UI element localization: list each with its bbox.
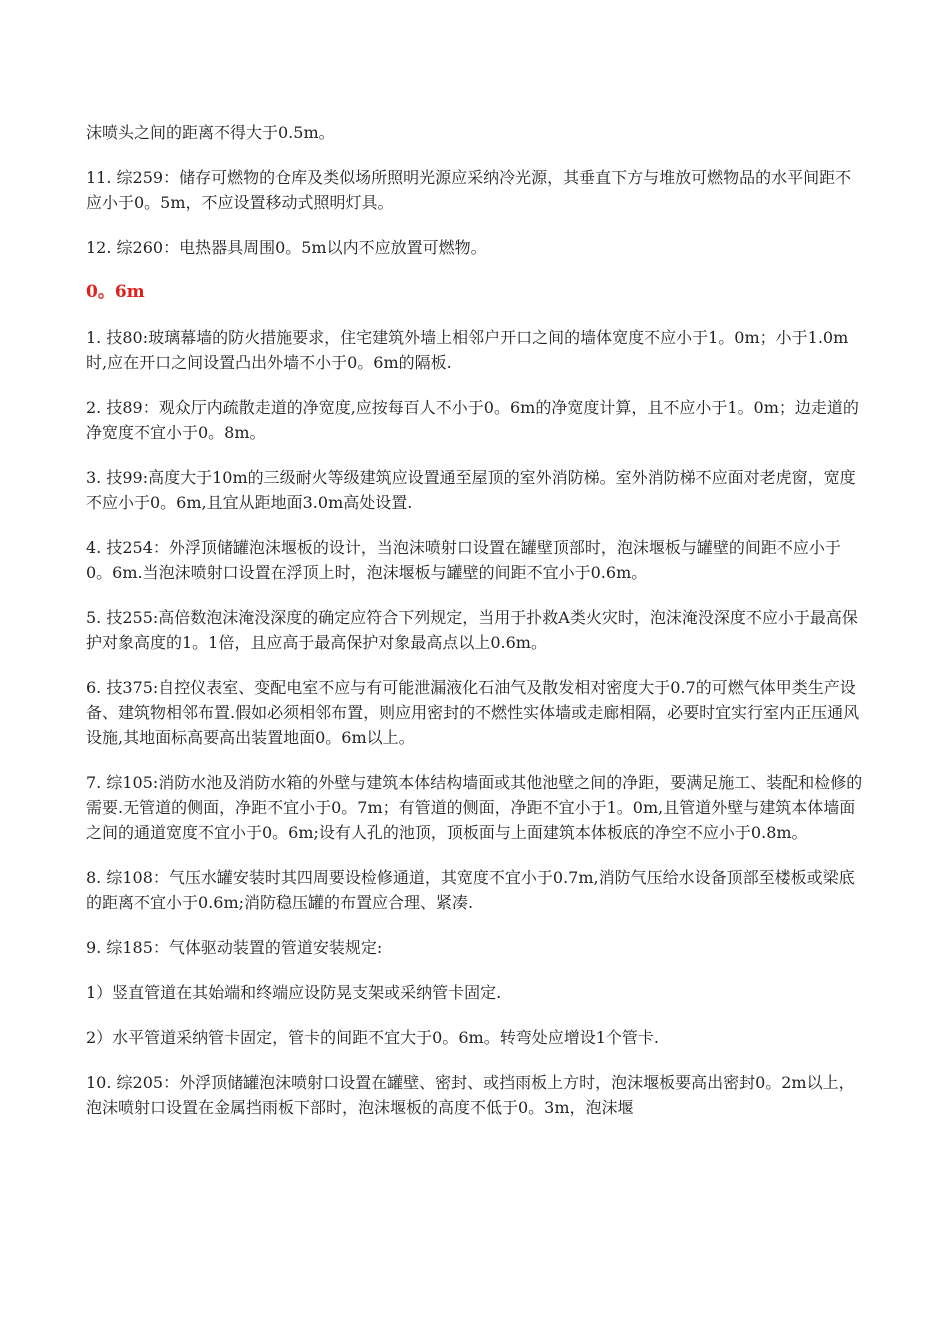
paragraph: 4. 技254：外浮顶储罐泡沫堰板的设计，当泡沫喷射口设置在罐壁顶部时，泡沫堰板与罐壁的间距不应小于0。6m.当泡沫喷射口设置在浮顶上时，泡沫堰板与罐壁的间距不宜小于0.6m。 [86, 538, 841, 582]
document-body [86, 120, 866, 1140]
paragraph: 9. 综185：气体驱动装置的管道安装规定: [86, 938, 383, 957]
paragraph: 2. 技89：观众厅内疏散走道的净宽度,应按每百人不小于0。6m的净宽度计算，且不应小于1。0m；边走道的净宽度不宜小于0。8m。 [86, 398, 859, 442]
paragraph: 12. 综260：电热器具周围0。5m以内不应放置可燃物。 [86, 238, 487, 257]
paragraph: 沫喷头之间的距离不得大于0.5m。 [86, 123, 335, 142]
paragraph: 1. 技80:玻璃幕墙的防火措施要求，住宅建筑外墙上相邻户开口之间的墙体宽度不应小于1。0m；小于1.0m时,应在开口之间设置凸出外墙不小于0。6m的隔板. [86, 328, 849, 372]
paragraph: 5. 技255:高倍数泡沫淹没深度的确定应符合下列规定，当用于扑救A类火灾时，泡沫淹没深度不应小于最高保护对象高度的1。1倍，且应高于最高保护对象最高点以上0.6m。 [86, 608, 858, 652]
paragraph: 8. 综108：气压水罐安装时其四周要设检修通道，其宽度不宜小于0.7m,消防气压给水设备顶部至楼板或梁底的距离不宜小于0.6m;消防稳压罐的布置应合理、紧凑. [86, 868, 855, 912]
paragraph: 7. 综105:消防水池及消防水箱的外壁与建筑本体结构墙面或其他池壁之间的净距，要满足施工、装配和检修的需要.无管道的侧面，净距不宜小于0。7m；有管道的侧面，净距不宜小于1。0m,且管道外壁与建筑本体墙面之间的通道宽度不宜小于0。6m;设有人孔的池顶，顶板面与上面建筑本体板底的净空不应小于0.8m。 [86, 773, 863, 842]
paragraph: 6. 技375:自控仪表室、变配电室不应与有可能泄漏液化石油气及散发相对密度大于0.7的可燃气体甲类生产设备、建筑物相邻布置.假如必须相邻布置，则应用密封的不燃性实体墙或走廊相隔，必要时宜实行室内正压通风设施,其地面标高要高出装置地面0。6m以上。 [86, 678, 860, 747]
paragraph: 2）水平管道采纳管卡固定，管卡的间距不宜大于0。6m。转弯处应增设1个管卡. [86, 1028, 659, 1047]
section-heading: 0。6m [86, 282, 145, 302]
paragraph: 3. 技99:高度大于10m的三级耐火等级建筑应设置通至屋顶的室外消防梯。室外消防梯不应面对老虎窗，宽度不应小于0。6m,且宜从距地面3.0m高处设置. [86, 468, 856, 512]
paragraph: 10. 综205：外浮顶储罐泡沫喷射口设置在罐壁、密封、或挡雨板上方时，泡沫堰板要高出密封0。2m以上，泡沫喷射口设置在金属挡雨板下部时，泡沫堰板的高度不低于0。3m，泡沫堰 [86, 1073, 855, 1117]
paragraph: 1）竖直管道在其始端和终端应设防晃支架或采纳管卡固定. [86, 983, 502, 1002]
paragraph: 11. 综259：储存可燃物的仓库及类似场所照明光源应采纳冷光源，其垂直下方与堆放可燃物品的水平间距不应小于0。5m，不应设置移动式照明灯具。 [86, 168, 852, 212]
